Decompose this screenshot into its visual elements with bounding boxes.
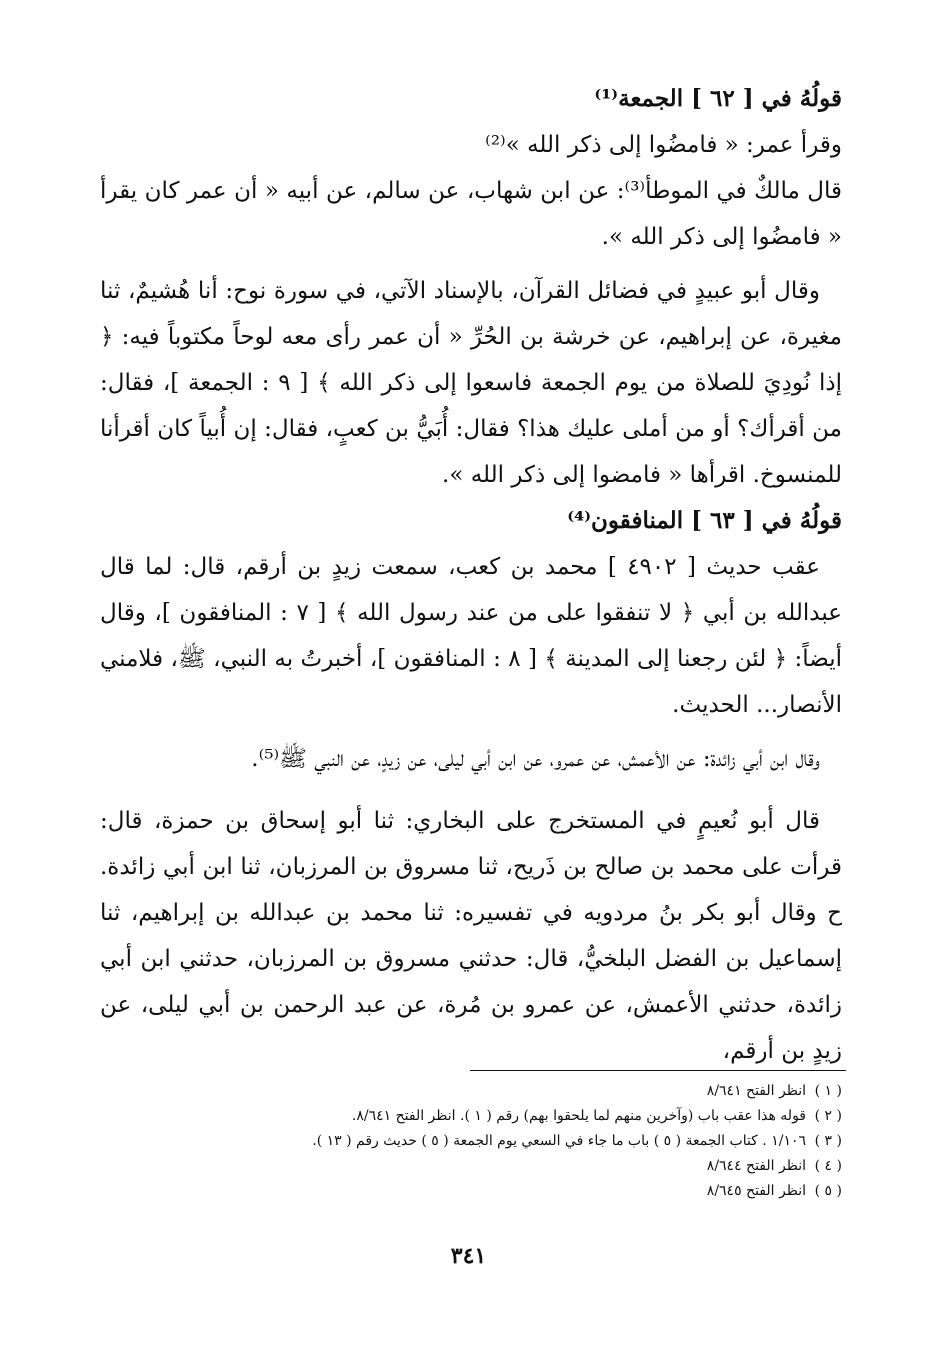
footnote-text: ١/١٠٦ . كتاب الجمعة ( ٥ ) باب ما جاء في السعي يوم الجمعة ( ٥ ) حديث رقم ( ١٣ ). — [312, 1133, 806, 1149]
paragraph: قال أبو نُعيمٍ في المستخرج على البخاري: ثنا أبو إسحاق بن حمزة، قال: قرأت على محمد بن صالح بن ذَريح، ثنا مسروق بن المرزبان، ثنا ابن أبي زائدة. ح وقال أبو بكر بنُ مردويه في تفسيره: ثنا محمد بن عبدالله بن إبراهيم، ثنا إسماعيل بن الفضل البلخيُّ، قال: حدثني مسروق بن المرزبان، حدثني ابن أبي زائدة، حدثني الأعمش، عن عمرو بن مُرة، عن عبد الرحمن بن أبي ليلى، عن زيدٍ بن أرقم، — [100, 808, 842, 1064]
paragraph: عقب حديث [ ٤٩٠٢ ] محمد بن كعب، سمعت زيدٍ بن أرقم، قال: لما قال عبدالله بن أبي ﴿ لا تنفقوا على من عند رسول الله ﴾ [ ٧ : المنافقون ]، وقال أيضاً: ﴿ لئن رجعنا إلى المدينة ﴾ [ ٨ : المنافقون ]، أخبرتُ به النبي، ﷺ، فلامني الأنصار... الحديث. — [100, 554, 842, 718]
footnote-number: ( ٢ ) — [814, 1108, 842, 1124]
paragraph: وقرأ عمر: « فامضُوا إلى ذكر الله »⁽²⁾ — [485, 132, 842, 158]
footnotes — [100, 1079, 842, 1204]
page-number: ٣٤١ — [450, 1243, 487, 1269]
footnote — [100, 1104, 842, 1129]
footnote — [100, 1129, 842, 1154]
footnote-text: انظر الفتح ٨/٦٤١ — [706, 1083, 806, 1099]
footnote — [100, 1154, 842, 1179]
section-heading: قولُهُ في [ ٦٣ ] المنافقون⁽⁴⁾ — [567, 507, 842, 534]
main-text — [100, 76, 842, 1074]
section-heading: قولُهُ في [ ٦٢ ] الجمعة⁽¹⁾ — [594, 85, 842, 112]
paragraph: قال مالكٌ في الموطأ⁽³⁾: عن ابن شهاب، عن سالم، عن أبيه « أن عمر كان يقرأ « فامضُوا إلى ذكر الله ». — [100, 178, 842, 250]
footnote — [100, 1079, 842, 1104]
footnote-divider — [470, 1070, 846, 1071]
footnote-text: انظر الفتح ٨/٦٤٥ — [706, 1183, 806, 1199]
paragraph: وقال ابن أبي زائدة: عن الأعمش، عن عمرو، عن ابن أبي ليلى، عن زيدٍ، عن النبي ﷺ⁽⁵⁾. — [251, 746, 820, 772]
footnote-number: ( ٥ ) — [814, 1183, 842, 1199]
footnote-text: قوله هذا عقب باب (وآخرين منهم لما يلحقوا بهم) رقم ( ١ ). انظر الفتح ٨/٦٤١. — [351, 1108, 806, 1124]
paragraph: وقال أبو عبيدٍ في فضائل القرآن، بالإسناد الآتي، في سورة نوح: أنا هُشيمٌ، ثنا مغيرة، عن إبراهيم، عن خرشة بن الحُرِّ « أن عمر رأى معه لوحاً مكتوباً فيه: ﴿ إذا نُودِيَ للصلاة من يوم الجمعة فاسعوا إلى ذكر الله ﴾ [ ٩ : الجمعة ]، فقال: من أقرأك؟ أو من أملى عليك هذا؟ فقال: أُبَيُّ بن كعبٍ، فقال: إن أُبياً كان أقرأنا للمنسوخ. اقرأها « فامضوا إلى ذكر الله ». — [100, 278, 842, 488]
footnote — [100, 1179, 842, 1204]
footnote-number: ( ٣ ) — [814, 1133, 842, 1149]
footnote-text: انظر الفتح ٨/٦٤٤ — [706, 1158, 806, 1174]
footnote-number: ( ٤ ) — [814, 1158, 842, 1174]
footnote-number: ( ١ ) — [814, 1083, 842, 1099]
